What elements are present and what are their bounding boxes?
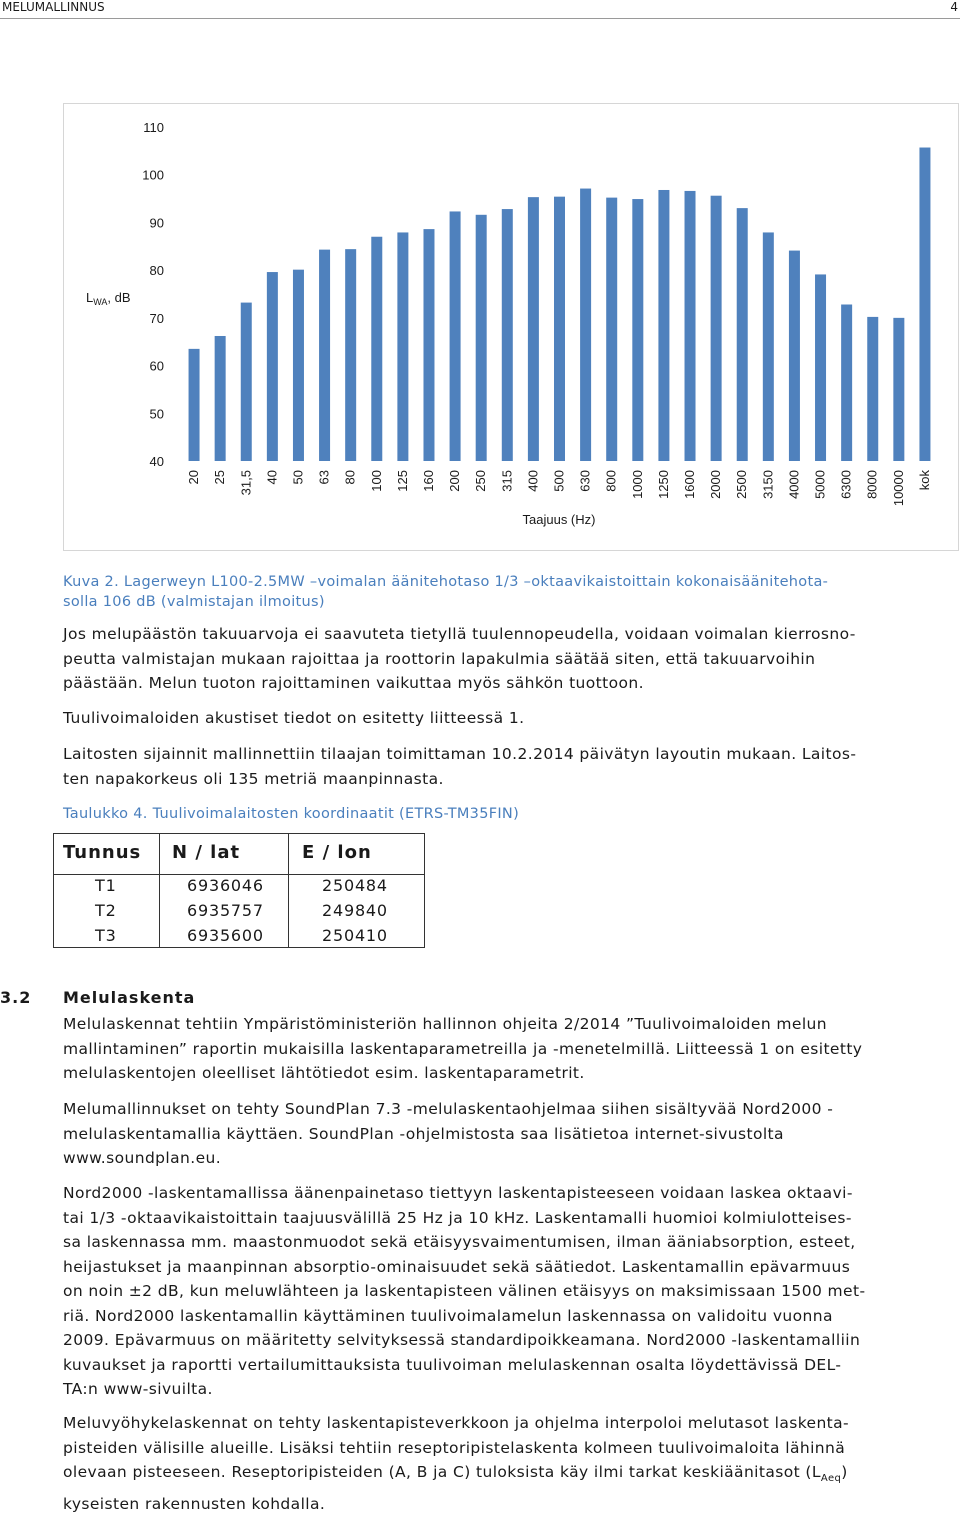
x-tick-label: 630 [577, 470, 593, 492]
bar [502, 209, 513, 461]
y-tick-label: 40 [149, 454, 164, 469]
x-tick-label: 315 [499, 470, 515, 492]
text-line: Meluvyöhykelaskennat on tehty laskentapisteverkkoon ja ohjelma interpoloi melutasot laskenta- [63, 1414, 850, 1432]
table-cell-id: T2 [95, 901, 117, 920]
x-tick-label: 50 [290, 470, 306, 485]
y-tick-label: 100 [142, 167, 164, 183]
x-tick-label: 100 [368, 470, 384, 492]
section-title: Melulaskenta [63, 988, 196, 1007]
y-axis-label: $L_{WA}$, dB [86, 290, 131, 307]
bar [267, 272, 278, 461]
table-cell-north: 6935757 [187, 901, 264, 920]
header-title: MELUMALLINNUS [2, 0, 105, 14]
bar [606, 198, 617, 461]
table-divider [159, 834, 160, 947]
table-caption-number: Taulukko 4. [63, 806, 148, 822]
x-tick-label: 4000 [786, 470, 802, 499]
x-tick-label: 250 [473, 470, 489, 492]
text-line [63, 1460, 953, 1492]
bar [789, 251, 800, 461]
text-line: päästään. Melun tuoton rajoittaminen vaikuttaa myös sähkön tuottoon. [63, 674, 644, 692]
text-line: www.soundplan.eu. [63, 1149, 222, 1167]
paragraph-layout [63, 742, 953, 791]
text-line: tai 1/3 -oktaavikaistoittain taajuusvälillä 25 Hz ja 10 kHz. Laskentamalli huomioi kolmiulotteises- [63, 1208, 852, 1227]
table-cell-id: T3 [95, 926, 117, 945]
table-caption-text: Tuulivoimalaitosten koordinaatit (ETRS-TM35FIN) [147, 806, 520, 822]
subscript: Aeq [820, 1473, 842, 1485]
text-line: Melulaskennat tehtiin Ympäristöministeriön hallinnon ohjeita 2/2014 ”Tuulivoimaloiden melun [63, 1015, 827, 1033]
text-line: kyseisten rakennusten kohdalla. [63, 1494, 326, 1513]
x-tick-label: 3150 [760, 470, 776, 499]
text-line: sa laskennassa mm. maastonmuodot sekä etäisyysvaimentumisen, ilman ääniabsorption, esteet, [63, 1233, 856, 1251]
bar [685, 191, 696, 461]
bar [632, 199, 643, 461]
text-line: heijastukset ja maanpinnan absorptio-ominaisuudet sekä säätiedot. Laskentamallin epävarmuus [63, 1257, 851, 1276]
table-cell-east: 249840 [322, 901, 388, 920]
table-cell-id: T1 [95, 876, 117, 895]
x-axis-title: Taajuus (Hz) [522, 512, 596, 527]
y-tick-label: 80 [149, 263, 164, 279]
x-tick-label: 40 [264, 470, 280, 485]
bar [919, 148, 930, 461]
text-line: melulaskentojen oleelliset lähtötiedot esim. laskentaparametrit. [63, 1064, 585, 1082]
paragraph-nord2000 [63, 1181, 953, 1402]
table-header-divider [54, 874, 424, 875]
bar [528, 197, 539, 461]
bar [241, 303, 252, 461]
caption-line: solla 106 dB (valmistajan ilmoitus) [63, 594, 325, 610]
table-cell-north: 6935600 [187, 926, 264, 945]
bar [867, 317, 878, 461]
chart-svg [64, 104, 960, 552]
x-tick-label: 8000 [864, 470, 880, 499]
bar [371, 237, 382, 461]
bar [893, 318, 904, 461]
paragraph-appendix [63, 706, 953, 731]
text-fragment: ) [841, 1463, 848, 1481]
section-number: 3.2 [0, 988, 32, 1007]
x-tick-label: 1000 [629, 470, 645, 499]
x-tick-label: 1600 [682, 470, 698, 499]
page-header [0, 0, 960, 19]
x-tick-label: 20 [186, 470, 202, 485]
bar [319, 250, 330, 461]
bar [397, 232, 408, 461]
bar [658, 190, 669, 461]
table-cell-east: 250410 [322, 926, 388, 945]
x-tick-label: 10000 [890, 470, 906, 507]
x-tick-label: 125 [394, 470, 410, 492]
x-tick-label: kok [916, 470, 932, 491]
x-tick-label: 31,5 [238, 470, 254, 496]
bar [215, 336, 226, 461]
x-tick-label: 5000 [812, 470, 828, 499]
text-line: TA:n www-sivuilta. [63, 1380, 213, 1398]
bar [345, 249, 356, 461]
text-line: Tuulivoimaloiden akustiset tiedot on esitetty liitteessä 1. [63, 709, 525, 727]
x-tick-label: 2500 [734, 470, 750, 499]
y-tick-label: 70 [149, 310, 164, 326]
bar [763, 232, 774, 461]
bar [580, 189, 591, 461]
table-divider [288, 834, 289, 947]
table-cell-north: 6936046 [187, 876, 264, 895]
y-tick-label: 50 [149, 406, 164, 422]
paragraph-receptors [63, 1411, 953, 1516]
text-line: melulaskentamallia käyttäen. SoundPlan -ohjelmistosta saa lisätietoa internet-sivustolta [63, 1124, 784, 1143]
x-tick-label: 63 [316, 470, 332, 485]
bar [841, 304, 852, 461]
text-line: Jos melupäästön takuuarvoja ei saavuteta tietyllä tuulennopeudella, voidaan voimalan kierrosno- [63, 625, 856, 643]
bar [737, 208, 748, 461]
bar [476, 215, 487, 461]
y-tick-label: 90 [149, 215, 164, 231]
bar [423, 229, 434, 461]
table-header-north: N / lat [172, 842, 241, 863]
table-header-id: Tunnus [63, 842, 142, 863]
text-line: pisteiden välisille alueille. Lisäksi tehtiin reseptoripistelaskenta kolmeen tuulivoimaloita lähinnä [63, 1438, 846, 1457]
sound-power-chart [63, 103, 959, 551]
text-line: peutta valmistajan mukaan rajoittaa ja roottorin lapakulmia säätää siten, että takuuarvoihin [63, 649, 816, 668]
y-tick-label: 60 [149, 358, 164, 374]
x-tick-label: 80 [342, 470, 358, 485]
y-tick-label: 110 [143, 120, 164, 135]
page-number: 4 [950, 0, 958, 14]
x-tick-label: 2000 [708, 470, 724, 499]
paragraph-guarantee [63, 622, 953, 696]
paragraph-calculation-method [63, 1012, 953, 1086]
table-cell-east: 250484 [322, 876, 388, 895]
text-line: riä. Nord2000 laskentamallin käyttäminen tuulivoimalamelun laskennassa on validoitu vuonna [63, 1306, 833, 1325]
text-line: Melumallinnukset on tehty SoundPlan 7.3 -melulaskentaohjelmaa siihen sisältyvää Nord2000 - [63, 1100, 834, 1118]
table-caption [63, 806, 519, 822]
bar [711, 196, 722, 461]
bar [815, 274, 826, 461]
x-tick-label: 1250 [655, 470, 671, 499]
figure-caption [63, 572, 943, 612]
text-line: Laitosten sijainnit mallinnettiin tilaajan toimittaman 10.2.2014 päivätyn layoutin mukaan. Laitos- [63, 745, 857, 763]
x-tick-label: 500 [551, 470, 567, 492]
table-header-east: E / lon [302, 842, 372, 863]
text-line: Nord2000 -laskentamallissa äänenpainetaso tiettyyn laskentapisteeseen voidaan laskea oktaavi- [63, 1184, 853, 1202]
bar [554, 197, 565, 461]
text-line: kuvaukset ja raportti vertailumittauksista tuulivoiman melulaskennan osalta löydettävissä DEL- [63, 1355, 842, 1374]
x-tick-label: 400 [525, 470, 541, 492]
text-line: mallintaminen” raportin mukaisilla laskentaparametreilla ja -menetelmillä. Liitteessä 1 on esitetty [63, 1039, 863, 1058]
x-tick-label: 800 [603, 470, 619, 492]
bar [450, 211, 461, 461]
bar [189, 349, 200, 461]
text-fragment: olevaan pisteeseen. Reseptoripisteiden (A, B ja C) tuloksista käy ilmi tarkat keskiäänitasot (L [63, 1463, 821, 1481]
bar [293, 270, 304, 461]
text-line: ten napakorkeus oli 135 metriä maanpinnasta. [63, 769, 444, 788]
x-tick-label: 6300 [838, 470, 854, 499]
x-tick-label: 200 [447, 470, 463, 492]
text-line: on noin ±2 dB, kun meluwlähteen ja laskentapisteen välinen etäisyys on maksimissaan 1500 met- [63, 1282, 866, 1300]
coordinates-table [53, 833, 425, 948]
text-line: 2009. Epävarmuus on määritetty selvityksessä standardipoikkeamana. Nord2000 -laskentamalliin [63, 1331, 861, 1349]
x-tick-label: 25 [212, 470, 228, 485]
caption-line: Kuva 2. Lagerweyn L100-2.5MW –voimalan äänitehotaso 1/3 –oktaavikaistoittain kokonaisäänitehota- [63, 574, 829, 590]
x-tick-label: 160 [420, 470, 436, 492]
paragraph-software [63, 1097, 953, 1171]
